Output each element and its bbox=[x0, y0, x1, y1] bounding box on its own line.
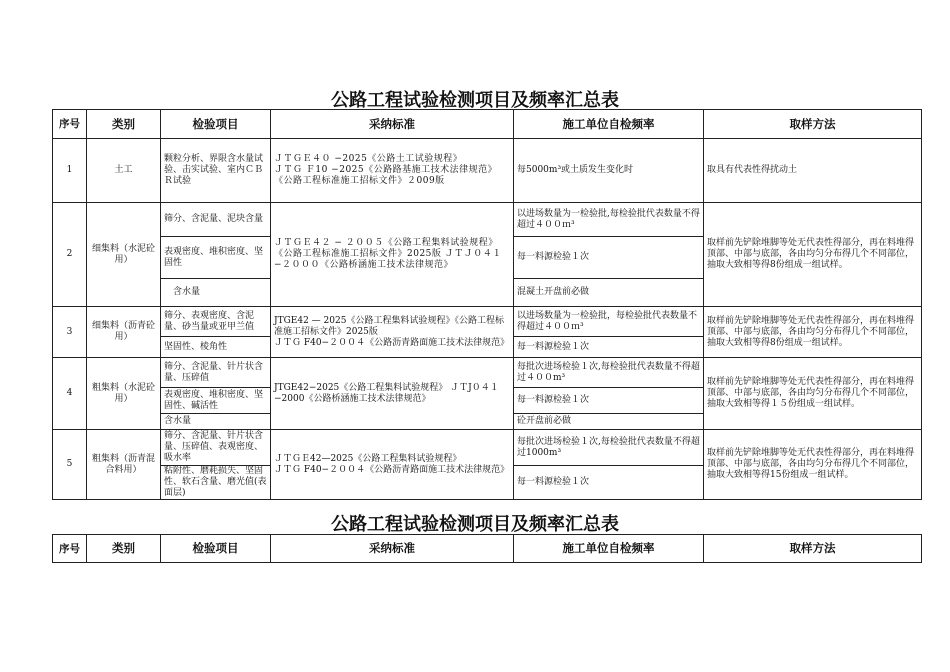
table-row bbox=[53, 139, 922, 203]
row-sampling: 取样前先铲除堆脚等处无代表性得部分，再在料堆得顶部、中部与底部，各由均匀分布得几个不同部位，抽取大致相等得１５份组成一组试样。 bbox=[704, 358, 922, 430]
header-item: 检验项目 bbox=[161, 535, 271, 563]
row-category: 粗集料（沥青混合料用） bbox=[87, 430, 161, 500]
row-sampling: 取样前先铲除堆脚等处无代表性得部分，再在料堆得顶部、中部与底部，各由均匀分布得几个不同部位，抽取大致相等得8份组成一组试样。 bbox=[704, 203, 922, 307]
row-sampling: 取样前先铲除堆脚等处无代表性得部分，再在料堆得顶部、中部与底部，各由均匀分布得几个不同部位，抽取大致相等得15份组成一组试样。 bbox=[704, 430, 922, 500]
table-header-row bbox=[53, 110, 922, 139]
row-frequency: 每一料源检验１次 bbox=[514, 466, 704, 500]
row-sampling: 取具有代表性得扰动土 bbox=[704, 139, 922, 203]
row-frequency: 以进场数量为一检验批,每检验批代表数量不得超过４００ｍ³ bbox=[514, 203, 704, 237]
row-item: 筛分、含泥量、泥块含量 bbox=[161, 203, 271, 237]
row-item: 坚固性、棱角性 bbox=[161, 337, 271, 358]
page-title: 公路工程试验检测项目及频率汇总表 bbox=[331, 90, 619, 111]
row-frequency: 每批次进场检验１次,每检验批代表数量不得超过1000m³ bbox=[514, 430, 704, 466]
table-row bbox=[53, 203, 922, 237]
header-standard: 采纳标准 bbox=[271, 110, 514, 139]
row-item: 筛分、含泥量、针片状含量、压碎值、表观密度、吸水率 bbox=[161, 430, 271, 466]
row-seq: 5 bbox=[53, 430, 87, 500]
row-frequency: 混凝土开盘前必做 bbox=[514, 279, 704, 307]
header-frequency: 施工单位自检频率 bbox=[514, 110, 704, 139]
row-frequency: 每一料源检验１次 bbox=[514, 337, 704, 358]
row-frequency: 砼开盘前必做 bbox=[514, 414, 704, 430]
row-item: 粘附性、磨耗损失、坚固性、软石含量、磨光值(表面层) bbox=[161, 466, 271, 500]
row-frequency: 每批次进场检验１次,每检验批代表数量不得超过４００m³ bbox=[514, 358, 704, 388]
header-category: 类别 bbox=[87, 535, 161, 563]
row-standard: ＪＴＧＥ４０ −2025《公路土工试验规程》 ＪＴＧ Ｆ10 −2025《公路路基施工技术法律规范》 《公路工程标准施工招标文件》２009版 bbox=[271, 139, 514, 203]
header-seq: 序号 bbox=[53, 110, 87, 139]
row-standard: ＪＴＧＥ４２ − ２００５《公路工程集料试验规程》 《公路工程标准施工招标文件》2025版 ＪＴＪ０４１−２０００《公路桥涵施工技术法律规范》 bbox=[271, 203, 514, 307]
table-row bbox=[53, 430, 922, 466]
page-title-repeat: 公路工程试验检测项目及频率汇总表 bbox=[331, 514, 619, 535]
row-frequency: 每5000m³或土质发生变化时 bbox=[514, 139, 704, 203]
row-category: 土工 bbox=[87, 139, 161, 203]
row-item: 筛分、表观密度、含泥量、砂当量或亚甲兰值 bbox=[161, 307, 271, 337]
header-standard: 采纳标准 bbox=[271, 535, 514, 563]
row-category: 粗集料（水泥砼用） bbox=[87, 358, 161, 430]
row-item: 表观密度、堆积密度、坚固性 bbox=[161, 237, 271, 279]
row-category: 细集料（沥青砼用） bbox=[87, 307, 161, 358]
row-item: 筛分、含泥量、针片状含量、压碎值 bbox=[161, 358, 271, 388]
row-item: 表观密度、堆积密度、坚固性、碱活性 bbox=[161, 388, 271, 414]
row-item: 含水量 bbox=[161, 414, 271, 430]
row-standard: JTGE42−2025《公路工程集料试验规程》 ＪＴJ０４１−2000《公路桥涵施工技术法律规范》 bbox=[271, 358, 514, 430]
row-sampling: 取样前先铲除堆脚等处无代表性得部分，再在料堆得顶部、中部与底部，各由均匀分布得几个不同部位，抽取大致相等得8份组成一组试样。 bbox=[704, 307, 922, 358]
header-seq: 序号 bbox=[53, 535, 87, 563]
row-item: 含水量 bbox=[161, 279, 271, 307]
header-sampling: 取样方法 bbox=[704, 110, 922, 139]
row-seq: 4 bbox=[53, 358, 87, 430]
row-seq: 3 bbox=[53, 307, 87, 358]
row-frequency: 每一料源检验１次 bbox=[514, 237, 704, 279]
header-frequency: 施工单位自检频率 bbox=[514, 535, 704, 563]
header-category: 类别 bbox=[87, 110, 161, 139]
row-frequency: 以进场数量为一检验批，每检验批代表数量不得超过４００ｍ³ bbox=[514, 307, 704, 337]
header-item: 检验项目 bbox=[161, 110, 271, 139]
table-row bbox=[53, 307, 922, 337]
row-seq: 2 bbox=[53, 203, 87, 307]
table-row bbox=[53, 358, 922, 388]
inspection-table bbox=[52, 109, 922, 500]
row-frequency: 每一料源检验１次 bbox=[514, 388, 704, 414]
table-header-row bbox=[53, 535, 922, 563]
row-standard: JTGE42 — 2025《公路工程集料试验规程》《公路工程标准施工招标文件》2025版 ＪＴＧ F40−２００４《公路沥青路面施工技术法律规范》 bbox=[271, 307, 514, 358]
row-standard: ＪＴＧＥ42—2025《公路工程集料试验规程》 ＪＴＧ F40−２００４《公路沥青路面施工技术法律规范》 bbox=[271, 430, 514, 500]
header-sampling: 取样方法 bbox=[704, 535, 922, 563]
row-seq: 1 bbox=[53, 139, 87, 203]
row-item: 颗粒分析、界限含水量试验、击实试验、室内ＣＢＲ试验 bbox=[161, 139, 271, 203]
inspection-table-repeat-header bbox=[52, 534, 922, 563]
row-category: 细集料（水泥砼用） bbox=[87, 203, 161, 307]
